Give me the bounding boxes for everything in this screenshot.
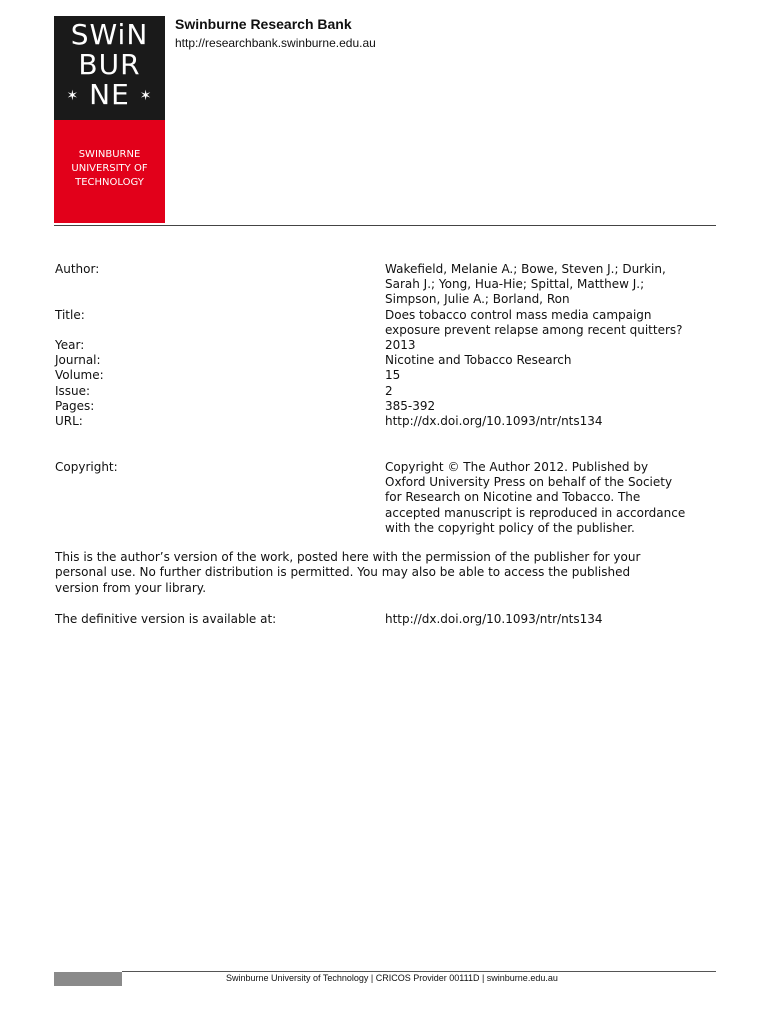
author-version-notice: This is the author’s version of the work, posted here with the permission of the publisher for your personal use. No further distribution is permitted. You may also be able to access the published version from your library. [55, 550, 641, 595]
footer-grey-bar [54, 972, 122, 986]
copyright-label: Copyright: [55, 460, 118, 474]
pages-value: 385-392 [385, 399, 436, 413]
journal-label: Journal: [55, 353, 101, 367]
logo-wordmark-line-3: ✶ NE ✶ [66, 78, 153, 111]
research-bank-url[interactable]: http://researchbank.swinburne.edu.au [175, 36, 376, 50]
year-value: 2013 [385, 338, 416, 352]
volume-value: 15 [385, 368, 401, 382]
logo-wordmark-line-2: BUR [78, 48, 141, 81]
logo-wordmark [54, 20, 165, 111]
url-label: URL: [55, 414, 83, 428]
swinburne-logo [54, 16, 165, 223]
journal-value: Nicotine and Tobacco Research [385, 353, 572, 367]
pages-label: Pages: [55, 399, 95, 413]
header-divider [54, 225, 716, 226]
doi-link[interactable]: http://dx.doi.org/10.1093/ntr/nts134 [385, 414, 603, 428]
footer-divider [122, 971, 716, 972]
author-value: Wakefield, Melanie A.; Bowe, Steven J.; Durkin, Sarah J.; Yong, Hua-Hie; Spittal, Matthew J.; Simpson, Julie A.; Borland, Ron [385, 262, 666, 307]
title-value: Does tobacco control mass media campaign exposure prevent relapse among recent quitters? [385, 308, 683, 338]
copyright-value: Copyright © The Author 2012. Published by Oxford University Press on behalf of the Society for Research on Nicotine and Tobacco. The accepted manuscript is reproduced in accordance with the copyright policy of the publisher. [385, 460, 686, 535]
issue-label: Issue: [55, 384, 91, 398]
year-label: Year: [55, 338, 85, 352]
issue-value: 2 [385, 384, 393, 398]
star-icon: ✶ [139, 88, 153, 104]
definitive-version-link[interactable]: http://dx.doi.org/10.1093/ntr/nts134 [385, 612, 603, 626]
research-bank-title: Swinburne Research Bank [175, 16, 352, 32]
title-label: Title: [55, 308, 85, 322]
star-icon: ✶ [66, 88, 80, 104]
volume-label: Volume: [55, 368, 104, 382]
logo-wordmark-line-1: SWiN [70, 18, 149, 51]
definitive-version-label: The definitive version is available at: [55, 612, 277, 626]
logo-university-name: SWINBURNE UNIVERSITY OF TECHNOLOGY [71, 149, 148, 188]
author-label: Author: [55, 262, 100, 276]
footer-text: Swinburne University of Technology | CRICOS Provider 00111D | swinburne.edu.au [226, 973, 558, 983]
